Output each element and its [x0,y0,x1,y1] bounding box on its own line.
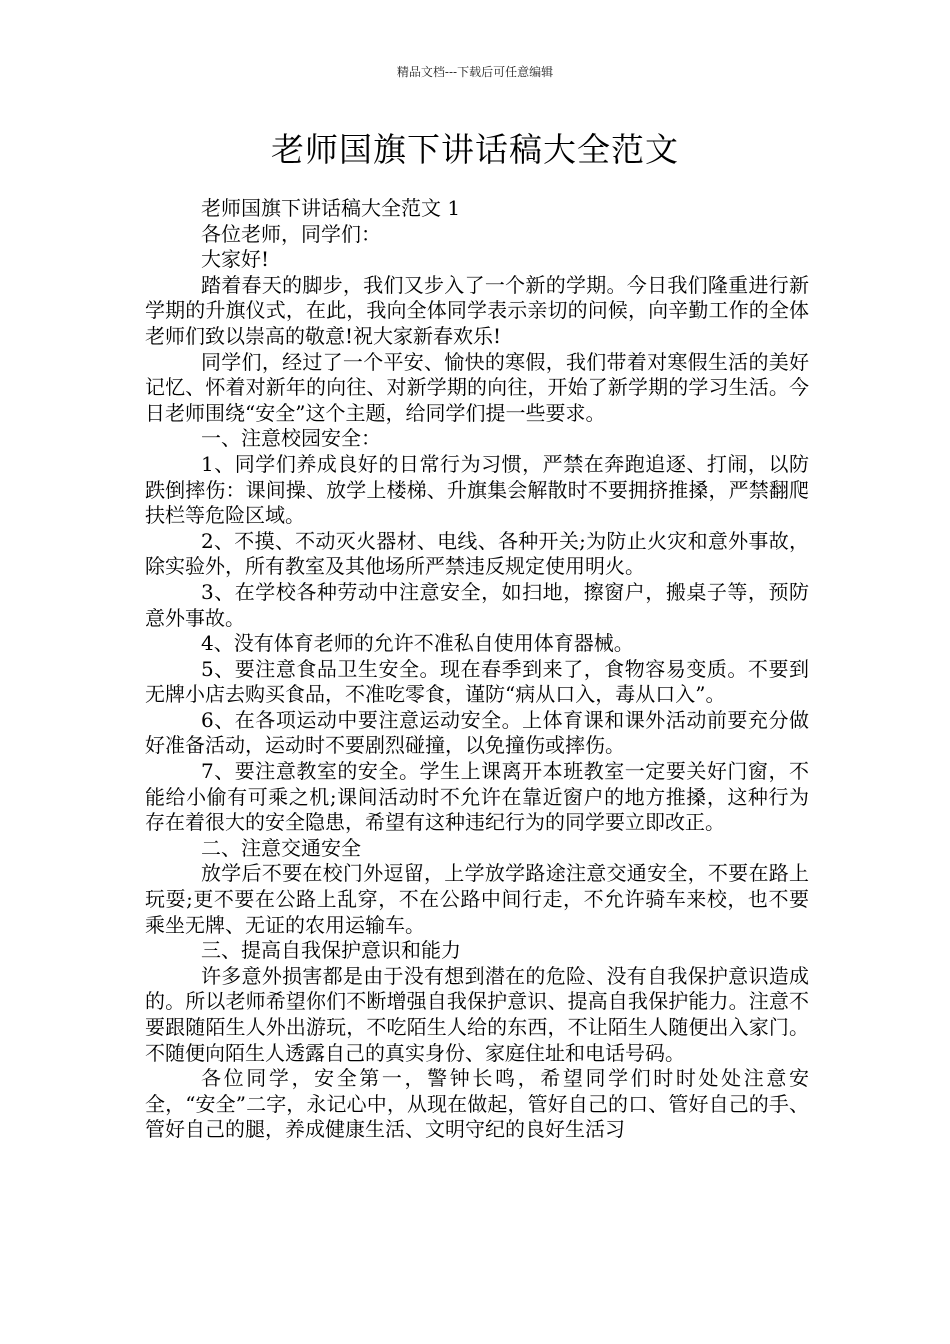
list-item: 6、在各项运动中要注意运动安全。上体育课和课外活动前要充分做好准备活动，运动时不要剧烈碰撞，以免撞伤或摔伤。 [145,707,809,758]
list-item: 3、在学校各种劳动中注意安全，如扫地，擦窗户，搬桌子等，预防意外事故。 [145,579,809,630]
subheading: 三、提高自我保护意识和能力 [201,938,461,963]
subheading: 一、注意校园安全： [201,426,381,451]
salutation: 各位老师，同学们： [201,221,381,246]
paragraph: 踏着春天的脚步，我们又步入了一个新的学期。今日我们隆重进行新学期的升旗仪式，在此，我向全体同学表示亲切的问候，向辛勤工作的全体老师们致以崇高的敬意!祝大家新春欢乐! [145,272,809,348]
document-title: 老师国旗下讲话稿大全范文 [271,130,679,169]
list-item: 1、同学们养成良好的日常行为习惯，严禁在奔跑追逐、打闹，以防跌倒摔伤：课间操、放学上楼梯、升旗集会解散时不要拥挤推搡，严禁翻爬扶栏等危险区域。 [145,451,809,528]
list-item: 2、不摸、不动灭火器材、电线、各种开关;为防止火灾和意外事故，除实验外，所有教室及其他场所严禁违反规定使用明火。 [145,528,809,579]
list-item: 7、要注意教室的安全。学生上课离开本班教室一定要关好门窗，不能给小偷有可乘之机;课间活动时不允许在靠近窗户的地方推搡，这种行为存在着很大的安全隐患，希望有这种违纪行为的同学要立即改正。 [145,759,809,835]
greeting: 大家好! [201,247,270,272]
paragraph: 放学后不要在校门外逗留，上学放学路途注意交通安全，不要在路上玩耍;更不要在公路上乱穿，不在公路中间行走，不允许骑车来校，也不要乘坐无牌、无证的农用运输车。 [145,861,809,937]
list-item: 5、要注意食品卫生安全。现在春季到来了，食物容易变质。不要到无牌小店去购买食品，不准吃零食，谨防“病从口入，毒从口入”。 [145,656,809,707]
paragraph: 许多意外损害都是由于没有想到潜在的危险、没有自我保护意识造成的。所以老师希望你们不断增强自我保护意识、提高自我保护能力。注意不要跟随陌生人外出游玩，不吃陌生人给的东西，不让陌生人随便出入家门。不随便向陌生人透露自己的真实身份、家庭住址和电话号码。 [145,963,809,1065]
subheading: 二、注意交通安全 [201,835,361,860]
header-note: 精品文档---下载后可任意编辑 [396,65,554,79]
section-heading: 老师国旗下讲话稿大全范文 1 [201,196,461,220]
list-item: 4、没有体育老师的允许不准私自使用体育器械。 [201,631,634,656]
paragraph: 各位同学，安全第一，警钟长鸣，希望同学们时时处处注意安全，“安全”二字，永记心中，从现在做起，管好自己的口、管好自己的手、管好自己的腿，养成健康生活、文明守纪的良好生活习 [145,1066,809,1142]
paragraph: 同学们，经过了一个平安、愉快的寒假，我们带着对寒假生活的美好记忆、怀着对新年的向往、对新学期的向往，开始了新学期的学习生活。今日老师围绕“安全”这个主题，给同学们提一些要求。 [145,349,809,425]
document-body [145,196,809,1143]
